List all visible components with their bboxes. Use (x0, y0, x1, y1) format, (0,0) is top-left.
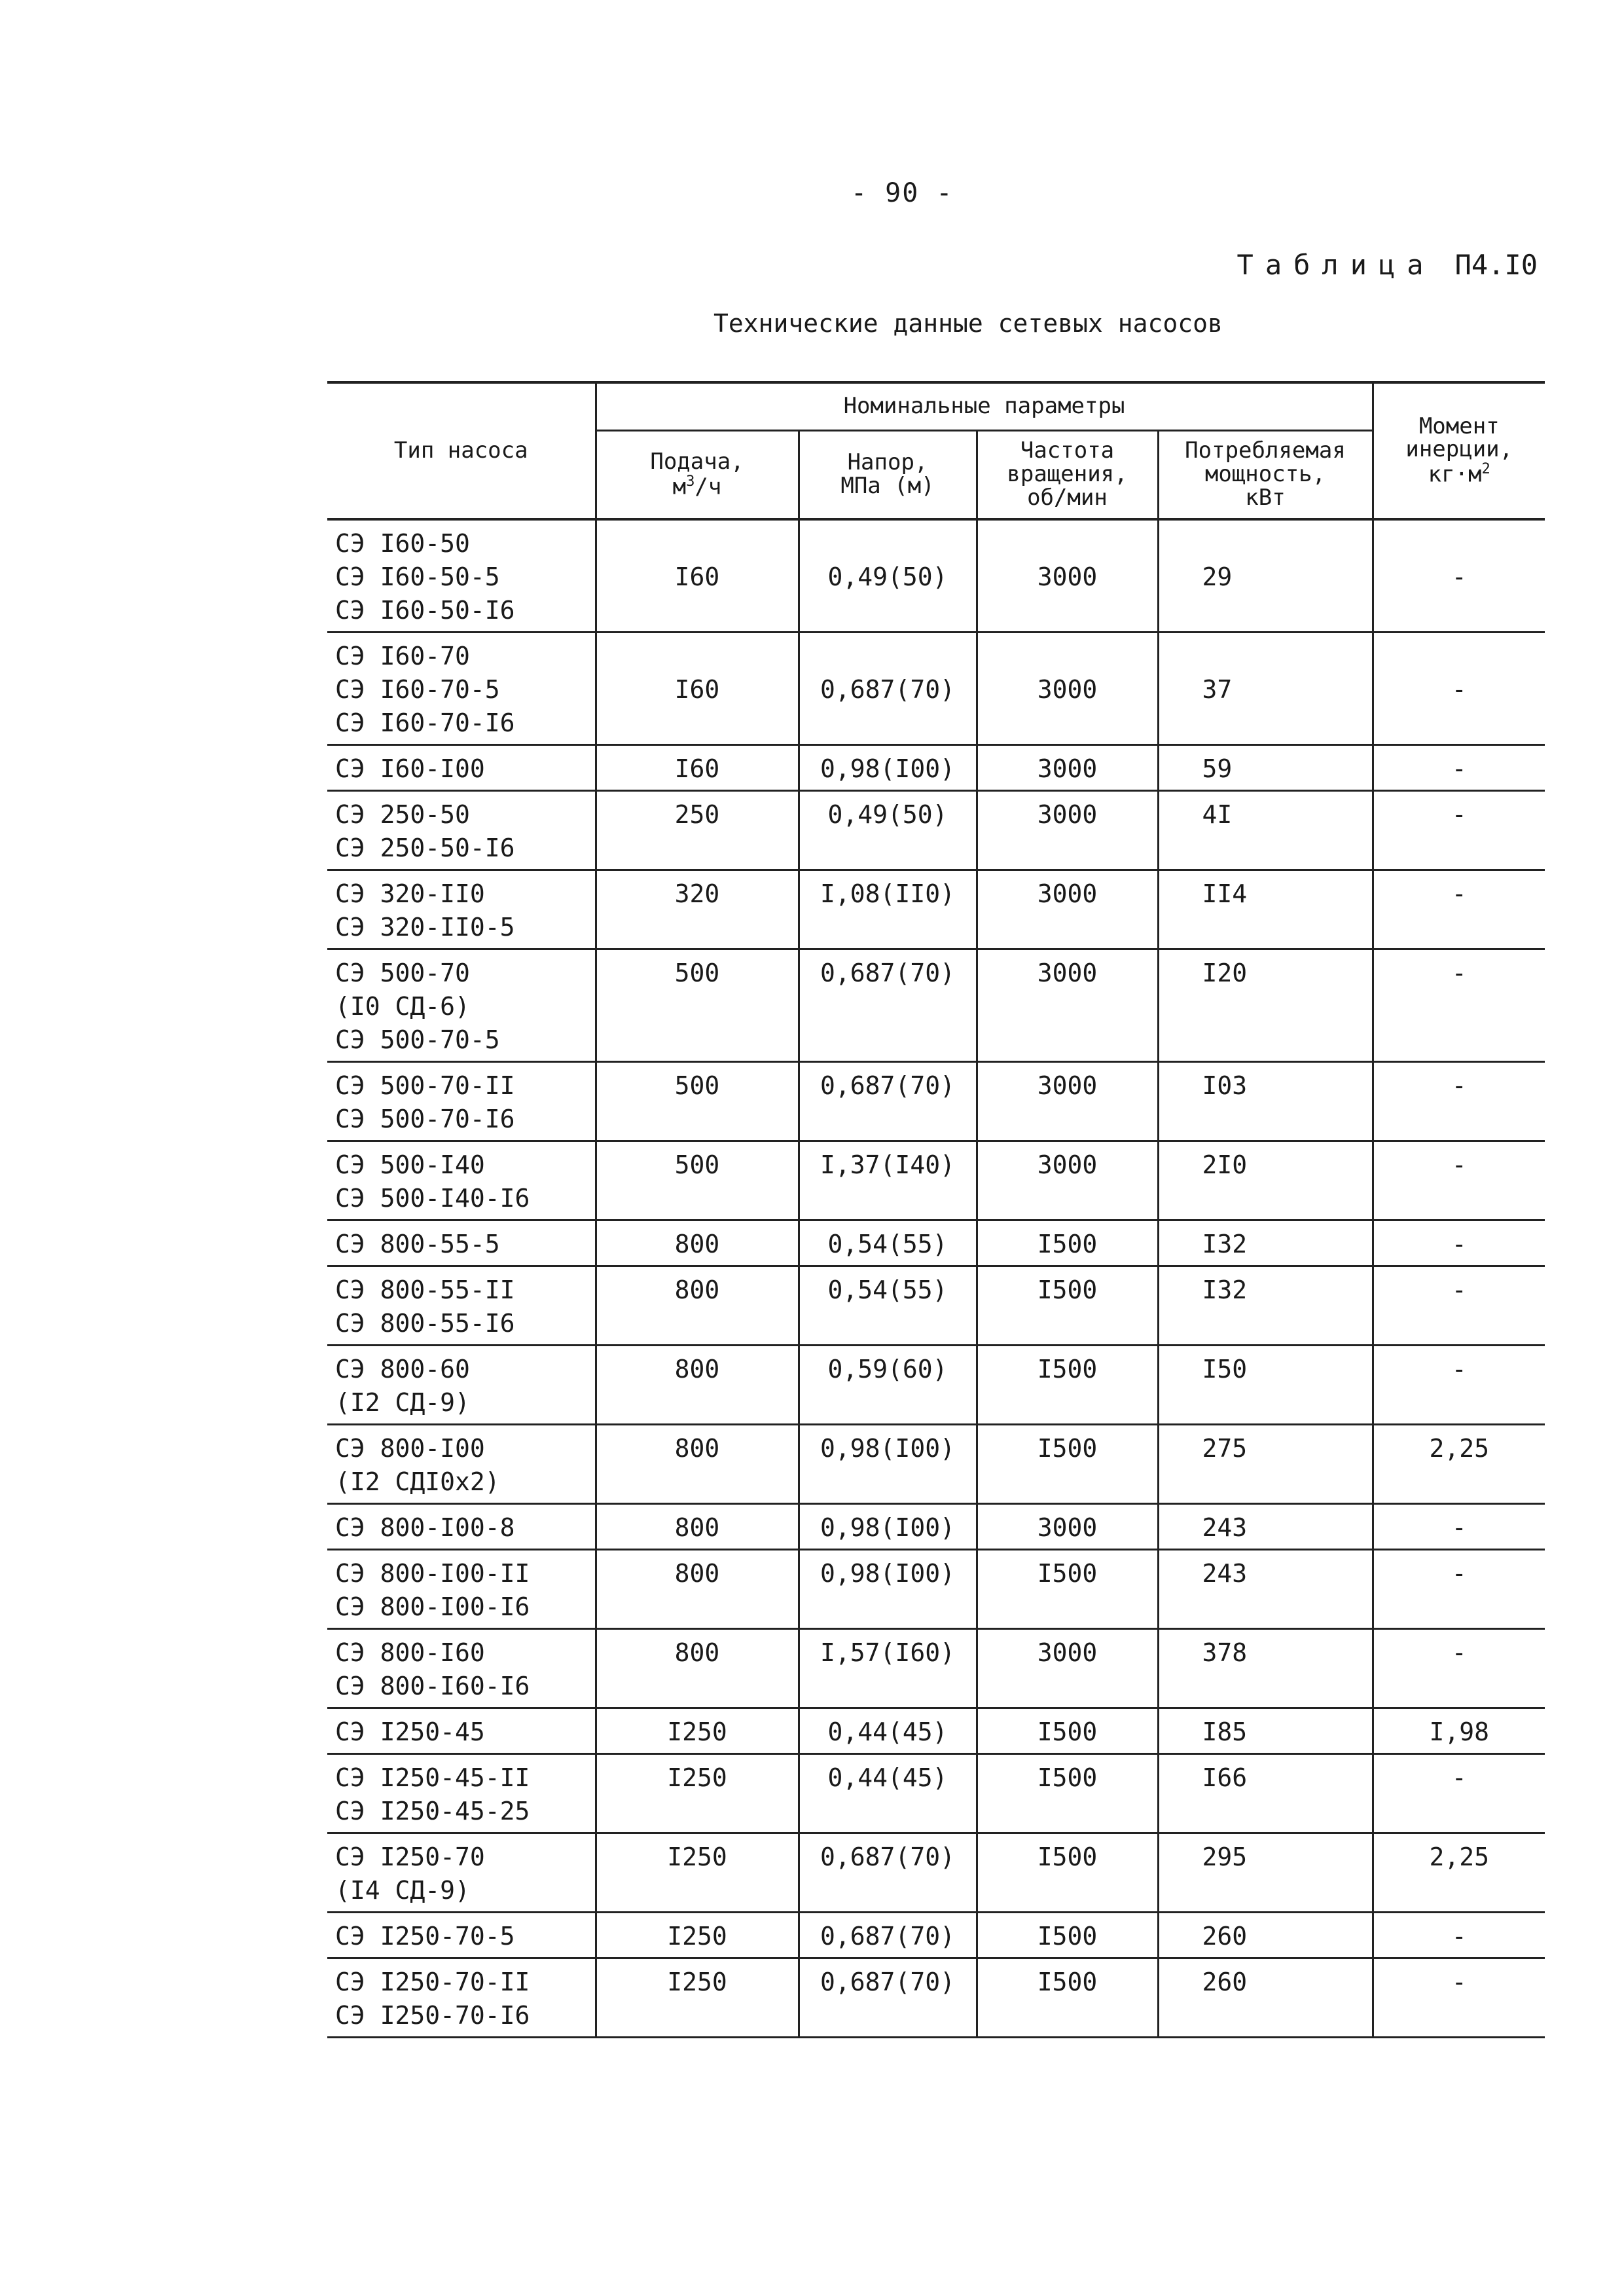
page-number: - 90 - (851, 178, 954, 208)
cell-flow: I250 (596, 1913, 799, 1958)
cell-head: 0,44(45) (799, 1708, 977, 1754)
cell-rotation-speed: 3000 (977, 633, 1158, 745)
cell-flow: 800 (596, 1220, 799, 1266)
cell-flow: 500 (596, 949, 799, 1062)
table-label (1237, 249, 1538, 281)
cell-flow: I60 (596, 745, 799, 791)
cell-power: 59 (1158, 745, 1373, 791)
cell-power: I32 (1158, 1266, 1373, 1346)
cell-head: 0,54(55) (799, 1220, 977, 1266)
cell-inertia: - (1373, 1062, 1545, 1141)
cell-pump-type: СЭ 800-I00-8 (327, 1504, 596, 1550)
cell-pump-type: СЭ I250-45-II СЭ I250-45-25 (327, 1754, 596, 1833)
cell-inertia: I,98 (1373, 1708, 1545, 1754)
cell-rotation-speed: 3000 (977, 870, 1158, 949)
pump-specs-table (327, 381, 1545, 2038)
cell-flow: I250 (596, 1833, 799, 1913)
cell-flow: I250 (596, 1754, 799, 1833)
cell-power: 378 (1158, 1629, 1373, 1708)
cell-flow: 800 (596, 1425, 799, 1504)
cell-rotation-speed: 3000 (977, 1062, 1158, 1141)
cell-pump-type: СЭ 500-70-II СЭ 500-70-I6 (327, 1062, 596, 1141)
cell-power: 260 (1158, 1913, 1373, 1958)
cell-power: 260 (1158, 1958, 1373, 2038)
cell-inertia: 2,25 (1373, 1425, 1545, 1504)
cell-head: I,37(I40) (799, 1141, 977, 1220)
cell-inertia: - (1373, 949, 1545, 1062)
cell-power: 2I0 (1158, 1141, 1373, 1220)
cell-power: I50 (1158, 1346, 1373, 1425)
cell-head: 0,54(55) (799, 1266, 977, 1346)
cell-pump-type: СЭ 800-I00-II СЭ 800-I00-I6 (327, 1550, 596, 1629)
cell-pump-type: СЭ 800-I00 (I2 СДI0x2) (327, 1425, 596, 1504)
header-pump-type: Тип насоса (327, 382, 596, 519)
cell-power: I32 (1158, 1220, 1373, 1266)
cell-inertia: - (1373, 1913, 1545, 1958)
cell-power: 243 (1158, 1504, 1373, 1550)
cell-flow: 800 (596, 1550, 799, 1629)
table-row (327, 870, 1545, 949)
cell-rotation-speed: 3000 (977, 949, 1158, 1062)
cell-head: 0,44(45) (799, 1754, 977, 1833)
cell-pump-type: СЭ 500-70 (I0 СД-6) СЭ 500-70-5 (327, 949, 596, 1062)
cell-pump-type: СЭ 320-II0 СЭ 320-II0-5 (327, 870, 596, 949)
cell-head: 0,687(70) (799, 1958, 977, 2038)
cell-pump-type: СЭ 800-55-II СЭ 800-55-I6 (327, 1266, 596, 1346)
table-row (327, 1913, 1545, 1958)
cell-inertia: - (1373, 1754, 1545, 1833)
cell-inertia: - (1373, 745, 1545, 791)
cell-head: 0,98(I00) (799, 1504, 977, 1550)
cell-rotation-speed: 3000 (977, 791, 1158, 870)
table-label-number: П4.I0 (1454, 249, 1538, 281)
cell-power: 29 (1158, 519, 1373, 633)
header-moment-of-inertia: Момент инерции, $кг\cdot м^2$ (1373, 382, 1545, 519)
cell-head: 0,98(I00) (799, 1550, 977, 1629)
cell-head: 0,687(70) (799, 1833, 977, 1913)
table-row (327, 1708, 1545, 1754)
table-row (327, 633, 1545, 745)
cell-rotation-speed: I500 (977, 1833, 1158, 1913)
cell-rotation-speed: 3000 (977, 745, 1158, 791)
table-row (327, 1550, 1545, 1629)
cell-head: I,57(I60) (799, 1629, 977, 1708)
table-row (327, 791, 1545, 870)
cell-power: 275 (1158, 1425, 1373, 1504)
cell-rotation-speed: I500 (977, 1220, 1158, 1266)
cell-power: I20 (1158, 949, 1373, 1062)
header-rotation-speed: Частота вращения, об/мин (977, 431, 1158, 520)
cell-head: 0,98(I00) (799, 745, 977, 791)
cell-rotation-speed: I500 (977, 1754, 1158, 1833)
cell-power: I03 (1158, 1062, 1373, 1141)
cell-rotation-speed: I500 (977, 1550, 1158, 1629)
cell-flow: I250 (596, 1958, 799, 2038)
cell-flow: 800 (596, 1629, 799, 1708)
cell-rotation-speed: I500 (977, 1913, 1158, 1958)
cell-head: 0,49(50) (799, 519, 977, 633)
cell-inertia: 2,25 (1373, 1833, 1545, 1913)
table-row (327, 1141, 1545, 1220)
cell-rotation-speed: I500 (977, 1425, 1158, 1504)
cell-flow: I60 (596, 633, 799, 745)
cell-flow: 800 (596, 1266, 799, 1346)
table-row (327, 1629, 1545, 1708)
cell-inertia: - (1373, 1504, 1545, 1550)
cell-inertia: - (1373, 1550, 1545, 1629)
cell-flow: 800 (596, 1346, 799, 1425)
cell-pump-type: СЭ 800-60 (I2 СД-9) (327, 1346, 596, 1425)
cell-inertia: - (1373, 1220, 1545, 1266)
cell-power: 243 (1158, 1550, 1373, 1629)
cell-head: 0,687(70) (799, 633, 977, 745)
header-head: Напор, МПа (м) (799, 431, 977, 520)
cell-head: 0,687(70) (799, 949, 977, 1062)
cell-pump-type: СЭ I60-70 СЭ I60-70-5 СЭ I60-70-I6 (327, 633, 596, 745)
cell-pump-type: СЭ I250-70-II СЭ I250-70-I6 (327, 1958, 596, 2038)
cell-pump-type: СЭ I60-I00 (327, 745, 596, 791)
cell-rotation-speed: I500 (977, 1346, 1158, 1425)
cell-pump-type: СЭ I250-70-5 (327, 1913, 596, 1958)
table-row (327, 1754, 1545, 1833)
table-row (327, 1220, 1545, 1266)
cell-rotation-speed: 3000 (977, 1504, 1158, 1550)
table-row (327, 1958, 1545, 2038)
cell-flow: 500 (596, 1141, 799, 1220)
cell-power: 37 (1158, 633, 1373, 745)
cell-inertia: - (1373, 1266, 1545, 1346)
cell-head: 0,687(70) (799, 1913, 977, 1958)
cell-flow: 320 (596, 870, 799, 949)
cell-head: I,08(II0) (799, 870, 977, 949)
cell-inertia: - (1373, 1141, 1545, 1220)
table-row (327, 1504, 1545, 1550)
table-row (327, 949, 1545, 1062)
cell-flow: 500 (596, 1062, 799, 1141)
cell-rotation-speed: 3000 (977, 1629, 1158, 1708)
table-row (327, 1062, 1545, 1141)
table-caption: Технические данные сетевых насосов (713, 309, 1223, 338)
cell-rotation-speed: 3000 (977, 519, 1158, 633)
table-row (327, 1266, 1545, 1346)
header-nominal-params: Номинальные параметры (596, 382, 1373, 431)
cell-inertia: - (1373, 1346, 1545, 1425)
cell-inertia: - (1373, 870, 1545, 949)
table-row (327, 1346, 1545, 1425)
cell-power: I66 (1158, 1754, 1373, 1833)
cell-flow: 250 (596, 791, 799, 870)
header-power-consumption: Потребляемая мощность, кВт (1158, 431, 1373, 520)
cell-inertia: - (1373, 1958, 1545, 2038)
cell-flow: 800 (596, 1504, 799, 1550)
cell-power: II4 (1158, 870, 1373, 949)
table-row (327, 519, 1545, 633)
table-label-word: Таблица (1236, 249, 1435, 281)
cell-pump-type: СЭ I250-45 (327, 1708, 596, 1754)
cell-pump-type: СЭ 800-55-5 (327, 1220, 596, 1266)
cell-pump-type: СЭ 250-50 СЭ 250-50-I6 (327, 791, 596, 870)
cell-head: 0,49(50) (799, 791, 977, 870)
cell-flow: I250 (596, 1708, 799, 1754)
cell-head: 0,98(I00) (799, 1425, 977, 1504)
cell-pump-type: СЭ 500-I40 СЭ 500-I40-I6 (327, 1141, 596, 1220)
cell-rotation-speed: 3000 (977, 1141, 1158, 1220)
cell-inertia: - (1373, 1629, 1545, 1708)
cell-inertia: - (1373, 791, 1545, 870)
cell-head: 0,59(60) (799, 1346, 977, 1425)
table-row (327, 745, 1545, 791)
cell-power: 295 (1158, 1833, 1373, 1913)
cell-power: 4I (1158, 791, 1373, 870)
cell-head: 0,687(70) (799, 1062, 977, 1141)
cell-flow: I60 (596, 519, 799, 633)
table-header (327, 382, 1545, 519)
table-row (327, 1833, 1545, 1913)
cell-rotation-speed: I500 (977, 1708, 1158, 1754)
header-flow: Подача, $м^3/ч$ (596, 431, 799, 520)
cell-pump-type: СЭ I60-50 СЭ I60-50-5 СЭ I60-50-I6 (327, 519, 596, 633)
cell-pump-type: СЭ I250-70 (I4 СД-9) (327, 1833, 596, 1913)
table-row (327, 1425, 1545, 1504)
cell-pump-type: СЭ 800-I60 СЭ 800-I60-I6 (327, 1629, 596, 1708)
cell-rotation-speed: I500 (977, 1266, 1158, 1346)
cell-inertia: - (1373, 519, 1545, 633)
cell-inertia: - (1373, 633, 1545, 745)
cell-power: I85 (1158, 1708, 1373, 1754)
table-body (327, 519, 1545, 2038)
cell-rotation-speed: I500 (977, 1958, 1158, 2038)
